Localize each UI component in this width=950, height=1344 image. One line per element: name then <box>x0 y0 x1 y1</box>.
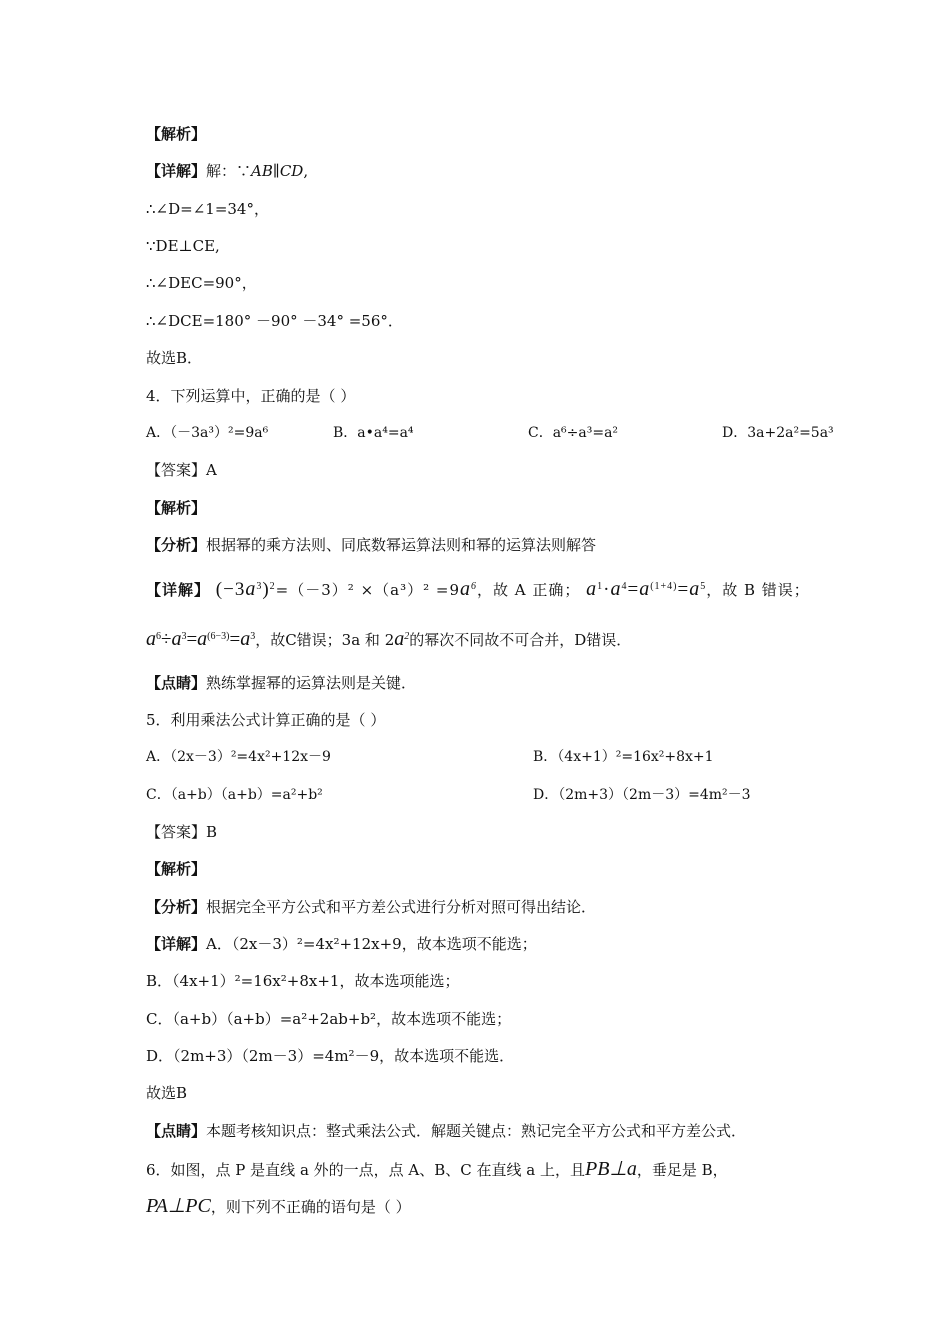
detail-part: 的幂次不同故不可合并，D错误． <box>409 631 632 649</box>
q5-option-a: A．（2x－3）²=4x²+12x－9 <box>146 749 331 765</box>
q4-jiexi: 【解析】 <box>146 499 207 517</box>
detail-text: 解：∵ <box>206 162 252 180</box>
fenxi-heading: 【分析】 <box>146 898 207 916</box>
detail-line-3: ∵DE⊥CE, <box>146 237 220 255</box>
q4-fenxi <box>146 535 596 555</box>
q6-text-end: ，则下列不正确的语句是（ ） <box>210 1198 411 1216</box>
question-4: 4．下列运算中，正确的是（ ） <box>146 387 356 405</box>
dianjing-heading: 【点睛】 <box>146 1122 207 1140</box>
fenxi-text: 根据完全平方公式和平方差公式进行分析对照可得出结论． <box>206 898 597 916</box>
dianjing-text: 本题考核知识点：整式乘法公式．解题关键点：熟记完全平方公式和平方差公式． <box>206 1122 747 1140</box>
conclusion-line: 故选B． <box>146 349 203 367</box>
detail-text: A．（2x－3）²=4x²+12x+9，故本选项不能选； <box>206 935 537 953</box>
detail-end: , <box>303 162 309 180</box>
formula-a1-a4: $a^1\cdot a^4=a^{(1+4)}=a^5$ <box>586 578 707 600</box>
section-jiexi: 【解析】 <box>146 125 207 143</box>
q5-option-c: C．（a+b）（a+b）=a²+b² <box>146 787 323 803</box>
detail-heading: 【详解】 <box>146 935 207 953</box>
q5-detail-d: D．（2m+3）（2m－3）=4m²－9，故本选项不能选． <box>146 1047 515 1065</box>
detail-part: =（－3）² ×（a³）² =9 <box>275 581 460 599</box>
question-5: 5．利用乘法公式计算正确的是（ ） <box>146 711 386 729</box>
formula-a6-div-a3: $a^6\div a^3=a^{(6-3)}=a^3$ <box>146 628 256 650</box>
q4-option-b: B．a•a⁴=a⁴ <box>333 425 414 441</box>
detail-heading: 【详解】 <box>146 162 207 180</box>
q5-detail-b: B．（4x+1）²=16x²+8x+1，故本选项能选； <box>146 972 460 990</box>
q5-answer: 【答案】B <box>146 823 218 841</box>
detail-math: AB∥CD <box>251 162 304 180</box>
q5-jiexi: 【解析】 <box>146 860 207 878</box>
detail-heading: 【详解】 <box>146 581 211 599</box>
q5-dianjing <box>146 1121 746 1141</box>
formula-neg3a3-squared: $(-3a^3)^2$ <box>215 578 276 600</box>
detail-part: ，故C错误；3a 和 2 <box>255 631 395 649</box>
detail-part: ，故 A 正确； <box>476 581 581 599</box>
q6-text-end: ，垂足是 B， <box>636 1161 728 1179</box>
q6-math-pa-perp-pc: PA⊥PC <box>146 1195 211 1217</box>
dianjing-text: 熟练掌握幂的运算法则是关键． <box>206 674 417 692</box>
detail-part: ，故 B 错误； <box>706 581 810 599</box>
q5-detail-c: C．（a+b）（a+b）=a²+2ab+b²，故本选项不能选； <box>146 1010 512 1028</box>
formula-a2: $a^2$ <box>394 628 410 650</box>
q4-detail-line-2 <box>146 624 631 655</box>
q4-answer: 【答案】A <box>146 461 217 479</box>
detail-line-2: ∴∠D=∠1=34°， <box>146 200 269 218</box>
detail-line-4: ∴∠DEC=90°， <box>146 274 257 292</box>
q6-text: 6．如图，点 P 是直线 a 外的一点，点 A、B、C 在直线 a 上，且 <box>146 1161 586 1179</box>
question-6-line-1 <box>146 1155 728 1184</box>
fenxi-heading: 【分析】 <box>146 536 207 554</box>
detail-line-5: ∴∠DCE=180° －90° －34° =56°． <box>146 312 403 330</box>
detail-line-1 <box>146 161 308 181</box>
q4-detail-line-1 <box>146 574 810 605</box>
q4-dianjing <box>146 673 416 693</box>
q4-option-a: A．（－3a³）²=9a⁶ <box>146 425 269 441</box>
q4-option-d: D．3a+2a²=5a³ <box>722 425 834 441</box>
dianjing-heading: 【点睛】 <box>146 674 207 692</box>
q5-option-b: B．（4x+1）²=16x²+8x+1 <box>533 749 714 765</box>
question-6-line-2 <box>146 1192 411 1221</box>
fenxi-text: 根据幂的乘方法则、同底数幂运算法则和幂的运算法则解答 <box>206 536 597 554</box>
q5-conclusion: 故选B <box>146 1084 188 1102</box>
formula-a6: $a^6$ <box>459 578 477 600</box>
q6-math-pb-perp-a: PB⊥a <box>585 1158 637 1180</box>
q5-detail-a <box>146 934 537 954</box>
q5-fenxi <box>146 897 596 917</box>
q5-option-d: D．（2m+3）（2m－3）=4m²－3 <box>533 787 751 803</box>
q4-option-c: C．a⁶÷a³=a² <box>528 425 619 441</box>
